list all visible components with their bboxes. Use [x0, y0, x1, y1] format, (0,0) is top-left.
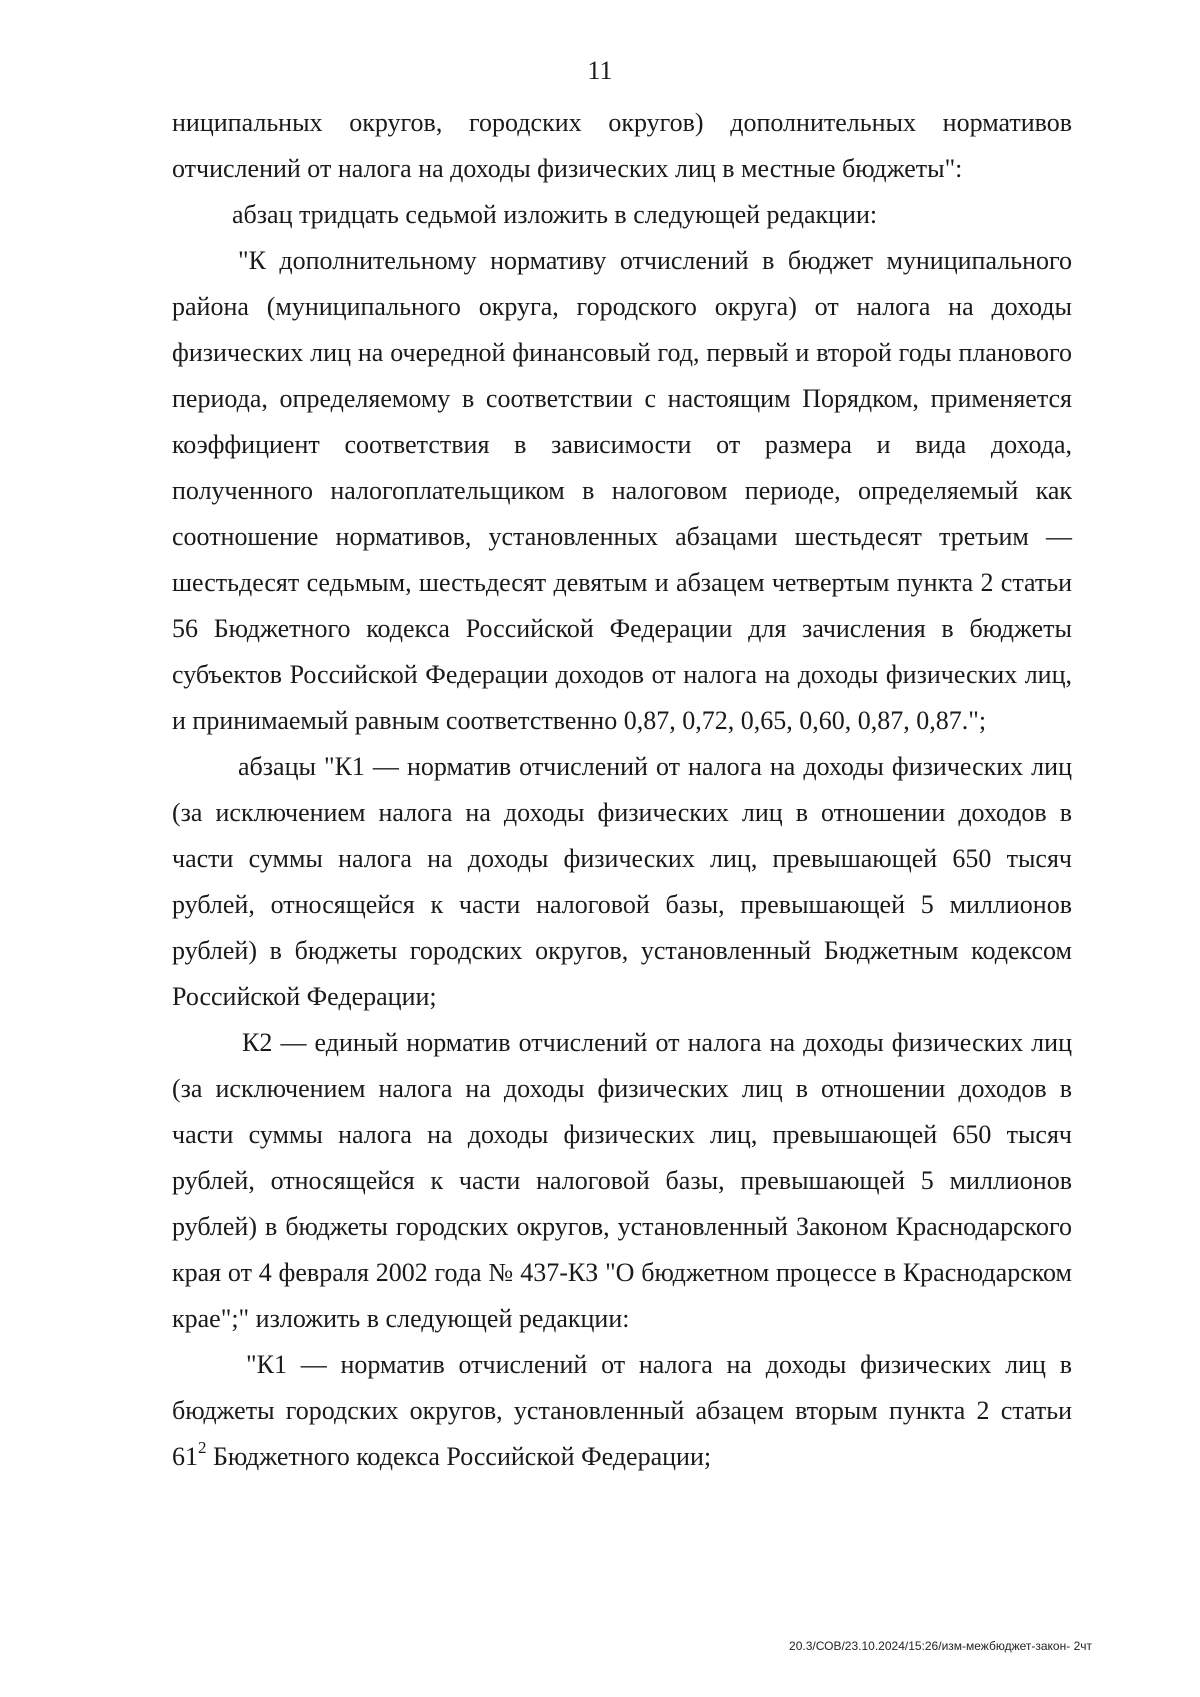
document-footer-code: 20.3/СОВ/23.10.2024/15:26/изм-межбюджет-закон- 2чт	[789, 1639, 1092, 1653]
document-body	[172, 100, 1072, 1480]
paragraph-k1-new	[172, 1342, 1072, 1480]
article-superscript: 2	[198, 1438, 207, 1457]
paragraph-k1-old: абзацы "К1 — норматив отчислений от налога на доходы физических лиц (за исключением налога на доходы физических лиц в отношении доходов в части суммы налога на доходы физических лиц, превышающей 650 тысяч рублей, относящейся к части налоговой базы, превышающей 5 миллионов рублей) в бюджеты городских округов, установленный Бюджетным кодексом Российской Федерации;	[172, 752, 1072, 1011]
paragraph-k1-new-text: "К1 — норматив отчислений от налога на доходы физических лиц в бюджеты городских округов, установленный абзацем вторым пункта 2 статьи 61	[172, 1350, 1072, 1471]
paragraph-amendment-intro: абзац тридцать седьмой изложить в следующей редакции:	[232, 200, 878, 229]
paragraph-coefficient-rule: "К дополнительному нормативу отчислений в бюджет муниципального района (муниципального округа, городского округа) от налога на доходы физических лиц на очередной финансовый год, первый и второй годы планового периода, определяемому в соответствии с настоящим Порядком, применяется коэффициент соответствия в зависимости от размера и вида дохода, полученного налогоплательщиком в налоговом периоде, определяемый как соотношение нормативов, установленных абзацами шестьдесят третьим — шестьдесят седьмым, шестьдесят девятым и абзацем четвертым пункта 2 статьи 56 Бюджетного кодекса Российской Федерации для зачисления в бюджеты субъектов Российской Федерации доходов от налога на доходы физических лиц, и принимаемый равным соответственно 0,87, 0,72, 0,65, 0,60, 0,87, 0,87.";	[172, 246, 1072, 735]
page-number-text: 11	[587, 56, 613, 85]
paragraph-k1-new-tail: Бюджетного кодекса Российской Федерации;	[206, 1442, 712, 1471]
paragraph-continuation: ниципальных округов, городских округов) дополнительных нормативов отчислений от налога на доходы физических лиц в местные бюджеты":	[172, 108, 1072, 183]
page-number	[0, 56, 1200, 86]
paragraph-k2-old: К2 — единый норматив отчислений от налога на доходы физических лиц (за исключением налога на доходы физических лиц в отношении доходов в части суммы налога на доходы физических лиц, превышающей 650 тысяч рублей, относящейся к части налоговой базы, превышающей 5 миллионов рублей) в бюджеты городских округов, установленный Законом Краснодарского края от 4 февраля 2002 года № 437-КЗ "О бюджетном процессе в Краснодарском крае";" изложить в следующей редакции:	[172, 1028, 1072, 1333]
